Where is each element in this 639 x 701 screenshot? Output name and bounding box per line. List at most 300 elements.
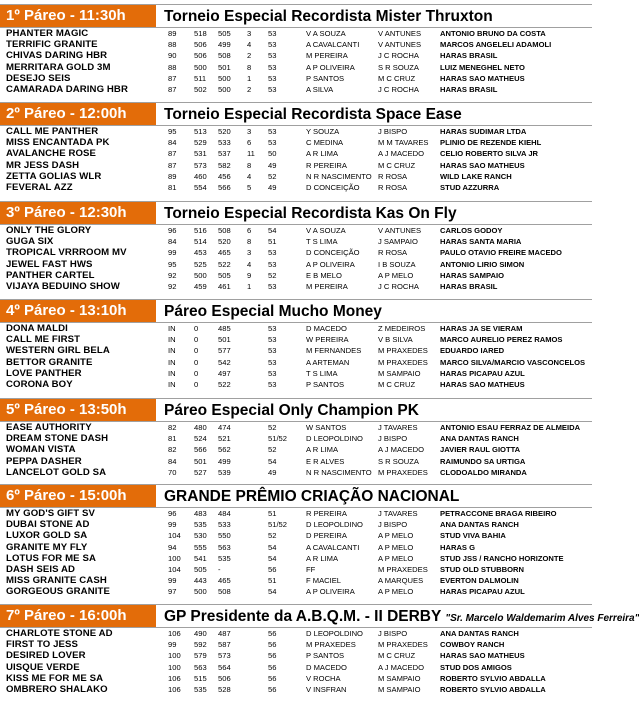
horse-name: WOMAN VISTA [6,444,76,456]
weight: 52 [268,171,277,181]
entry-row [0,259,592,270]
post: 3 [247,29,252,38]
horse-name: CHIVAS DARING HBR [6,50,108,62]
post: 1 [247,73,252,83]
stat-1: 99 [168,640,177,650]
stat-2: 518 [194,29,207,38]
jockey: M PEREIRA [306,281,348,291]
stat-2: 531 [194,149,207,159]
trainer: M PRAXEDES [378,467,428,477]
stat-2: 530 [194,531,207,541]
jockey: P SANTOS [306,651,345,661]
weight: 51 [268,237,277,247]
race-title [164,202,457,224]
horse-name: ONLY THE GLORY [6,225,92,236]
race-title-text: GP Presidente da A.B.Q.M. - II DERBY [164,608,442,625]
jockey: C MEDINA [306,138,344,148]
owner: HARAS SAMPAIO [440,270,504,280]
trainer: V ANTUNES [378,226,422,235]
owner: ANTONIO LIRIO SIMON [440,259,525,269]
jockey: N R NASCIMENTO [306,467,372,477]
horse-name: BETTOR GRANITE [6,356,93,368]
stat-3: - [218,564,221,574]
trainer: S R SOUZA [378,456,419,466]
race-block [0,604,639,695]
trainer: R ROSA [378,171,408,181]
horse-name: GUGA SIX [6,236,54,248]
owner: HARAS SUDIMAR LTDA [440,127,527,136]
horse-name: DREAM STONE DASH [6,433,109,445]
stat-2: 0 [194,357,199,367]
post: 4 [247,171,252,181]
stat-1: 94 [168,542,177,552]
jockey: A CAVALCANTI [306,40,360,50]
jockey: R PEREIRA [306,509,347,518]
owner: HARAS PICAPAU AZUL [440,368,525,378]
race-number-time: 3º Páreo - 12:30h [0,202,156,224]
trainer: J BISPO [378,127,408,136]
stat-3: 537 [218,149,231,159]
owner: ANTONIO ESAU FERRAZ DE ALMEIDA [440,423,581,432]
stat-1: 82 [168,445,177,455]
entry-row [0,281,592,292]
owner: STUD VIVA BAHIA [440,531,506,541]
owner: STUD AZZURRA [440,182,500,192]
weight: 49 [268,160,277,170]
stat-3: 522 [218,259,231,269]
horse-name: JEWEL FAST HWS [6,258,93,270]
stat-2: 524 [194,434,207,444]
stat-3: 484 [218,509,231,518]
race-number-time: 7º Páreo - 16:00h [0,605,156,627]
horse-name: DONA MALDI [6,323,68,334]
weight: 52 [268,270,277,280]
horse-name: MY GOD'S GIFT SV [6,508,95,519]
race-number-time: 5º Páreo - 13:50h [0,399,156,421]
stat-2: 505 [194,564,207,574]
race-title [164,399,419,421]
stat-1: 87 [168,160,177,170]
stat-1: IN [168,368,176,378]
stat-3: 508 [218,587,231,597]
stat-2: 515 [194,673,207,683]
owner: ANA DANTAS RANCH [440,434,519,444]
trainer: M C CRUZ [378,651,416,661]
trainer: J BISPO [378,629,408,638]
race-header [0,299,592,323]
race-title-text: Torneio Especial Recordista Mister Thruxton [164,8,493,25]
horse-name: CORONA BOY [6,378,73,390]
owner: CARLOS GODOY [440,226,503,235]
horse-name: OMBRERO SHALAKO [6,683,108,695]
race-title-text: GRANDE PRÊMIO CRIAÇÃO NACIONAL [164,488,460,505]
weight: 53 [268,248,277,258]
weight: 50 [268,149,277,159]
trainer: J C ROCHA [378,51,419,61]
owner: MARCOS ANGELELI ADAMOLI [440,40,552,50]
horse-name: GRANITE MY FLY [6,541,88,553]
trainer: J SAMPAIO [378,237,418,247]
stat-2: 0 [194,346,199,356]
race-block [0,201,592,292]
owner: HARAS SAO MATHEUS [440,160,525,170]
weight: 53 [268,281,277,291]
owner: HARAS SAO MATHEUS [440,651,525,661]
jockey: F MACIEL [306,576,342,586]
jockey: A CAVALCANTI [306,542,360,552]
race-block [0,4,592,95]
stat-1: 84 [168,456,177,466]
owner: ROBERTO SYLVIO ABDALLA [440,673,546,683]
jockey: V INSFRAN [306,684,347,694]
race-block [0,484,592,598]
stat-2: 563 [194,662,207,672]
jockey: M PRAXEDES [306,640,356,650]
trainer: M PRAXEDES [378,564,428,574]
race-number-time: 4º Páreo - 13:10h [0,300,156,322]
horse-name: TERRIFIC GRANITE [6,39,98,51]
post: 5 [247,182,252,192]
race-subtitle: "Sr. Marcelo Waldemarim Alves Ferreira" [445,613,639,624]
weight: 53 [268,29,277,38]
horse-name: VIJAYA BEDUINO SHOW [6,280,120,292]
jockey: FF [306,564,316,574]
stat-2: 529 [194,138,207,148]
stat-1: 87 [168,149,177,159]
trainer: M SAMPAIO [378,368,421,378]
entry-row [0,345,592,356]
entry-row [0,323,592,334]
horse-name: FEVERAL AZZ [6,181,73,193]
horse-name: ZETTA GOLIAS WLR [6,170,102,182]
stat-3: 562 [218,445,231,455]
stat-3: 501 [218,62,231,72]
entry-row [0,553,592,564]
stat-2: 502 [194,84,207,94]
owner: STUD DOS AMIGOS [440,662,512,672]
stat-3: 505 [218,29,231,38]
weight: 53 [268,73,277,83]
entry-row [0,73,592,84]
weight: 54 [268,542,277,552]
trainer: M C CRUZ [378,160,416,170]
stat-1: 104 [168,531,181,541]
trainer: M PRAXEDES [378,357,428,367]
weight: 53 [268,40,277,50]
stat-1: IN [168,335,176,345]
jockey: D CONCEIÇÃO [306,182,360,192]
stat-1: 90 [168,51,177,61]
stat-2: 459 [194,281,207,291]
entry-row [0,62,592,73]
weight: 56 [268,629,277,638]
stat-1: IN [168,357,176,367]
weight: 56 [268,564,277,574]
jockey: D PEREIRA [306,531,347,541]
owner: CELIO ROBERTO SILVA JR [440,149,539,159]
owner: JAVIER RAUL GIOTTA [440,445,521,455]
entry-row [0,519,592,530]
entry-row [0,542,592,553]
race-title [164,605,639,627]
entry-row [0,684,592,695]
entry-row [0,236,592,247]
entry-row [0,137,592,148]
entry-row [0,530,592,541]
stat-2: 0 [194,335,199,345]
entry-row [0,379,592,390]
owner: COWBOY RANCH [440,640,505,650]
stat-2: 541 [194,553,207,563]
trainer: A MARQUES [378,576,424,586]
stat-3: 582 [218,160,231,170]
entry-row [0,586,592,597]
entry-row [0,628,592,639]
horse-name: DESIRED LOVER [6,650,86,662]
stat-1: 88 [168,62,177,72]
race-header [0,484,592,508]
entry-row [0,444,592,455]
weight: 56 [268,673,277,683]
weight: 53 [268,62,277,72]
horse-name: DESEJO SEIS [6,72,71,84]
stat-2: 554 [194,182,207,192]
stat-1: IN [168,324,176,333]
race-title [164,300,382,322]
jockey: R PEREIRA [306,160,347,170]
trainer: R ROSA [378,248,408,258]
owner: HARAS BRASIL [440,51,498,61]
stat-2: 483 [194,509,207,518]
entry-row [0,508,592,519]
post: 3 [247,248,252,258]
stat-2: 525 [194,259,207,269]
stat-3: 465 [218,576,231,586]
stat-3: 497 [218,368,231,378]
race-header [0,604,639,628]
entry-row [0,171,592,182]
horse-name: LOTUS FOR ME SA [6,552,96,564]
weight: 54 [268,587,277,597]
owner: MARCO SILVA/MARCIO VASCONCELOS [440,357,586,367]
jockey: W SANTOS [306,423,347,432]
stat-1: 88 [168,40,177,50]
jockey: M PEREIRA [306,51,348,61]
stat-1: 81 [168,434,177,444]
stat-1: 89 [168,29,177,38]
stat-1: 92 [168,281,177,291]
stat-3: 500 [218,84,231,94]
trainer: S R SOUZA [378,62,419,72]
stat-3: 505 [218,270,231,280]
horse-name: LANCELOT GOLD SA [6,466,107,478]
entry-row [0,467,592,478]
stat-3: 461 [218,281,231,291]
weight: 52 [268,445,277,455]
jockey: E B MELO [306,270,342,280]
weight: 54 [268,226,277,235]
post: 2 [247,84,252,94]
race-block [0,102,592,193]
trainer: V ANTUNES [378,40,422,50]
owner: PAULO OTAVIO FREIRE MACEDO [440,248,562,258]
stat-2: 480 [194,423,207,432]
owner: HARAS BRASIL [440,281,498,291]
trainer: V B SILVA [378,335,413,345]
trainer: Z MEDEIROS [378,324,426,333]
entry-row [0,28,592,39]
weight: 52 [268,531,277,541]
weight: 53 [268,138,277,148]
weight: 56 [268,684,277,694]
stat-1: 92 [168,270,177,280]
trainer: J C ROCHA [378,281,419,291]
horse-name: CAMARADA DARING HBR [6,83,128,95]
entry-row [0,247,592,258]
owner: HARAS BRASIL [440,84,498,94]
weight: 54 [268,456,277,466]
race-title-text: Páreo Especial Only Champion PK [164,402,419,419]
horse-name: CHARLOTE STONE AD [6,628,113,639]
entry-row [0,650,592,661]
race-number-time: 6º Páreo - 15:00h [0,485,156,507]
trainer: J C ROCHA [378,84,419,94]
race-title [164,103,462,125]
race-header [0,398,592,422]
trainer: M SAMPAIO [378,673,421,683]
entry-row [0,673,592,684]
trainer: J BISPO [378,520,408,530]
horse-name: WESTERN GIRL BELA [6,345,110,357]
race-title [164,485,459,507]
race-number-time: 1º Páreo - 11:30h [0,5,156,27]
jockey: V ROCHA [306,673,341,683]
stat-3: 520 [218,237,231,247]
stat-1: 106 [168,673,181,683]
race-title [164,5,493,27]
horse-name: KISS ME FOR ME SA [6,672,104,684]
entry-row [0,270,592,281]
stat-1: 89 [168,171,177,181]
weight: 49 [268,467,277,477]
stat-1: 99 [168,520,177,530]
horse-name: PEPPA DASHER [6,455,82,467]
owner: ROBERTO SYLVIO ABDALLA [440,684,546,694]
stat-2: 535 [194,520,207,530]
trainer: J BISPO [378,434,408,444]
weight: 53 [268,357,277,367]
stat-3: 535 [218,553,231,563]
jockey: A P OLIVEIRA [306,259,355,269]
stat-3: 550 [218,531,231,541]
stat-2: 592 [194,640,207,650]
jockey: W PEREIRA [306,335,349,345]
weight: 53 [268,324,277,333]
trainer: M PRAXEDES [378,640,428,650]
stat-2: 0 [194,324,199,333]
owner: MARCO AURELIO PEREZ RAMOS [440,335,563,345]
trainer: J TAVARES [378,509,418,518]
stat-3: 577 [218,346,231,356]
entry-row [0,160,592,171]
stat-1: 84 [168,237,177,247]
stat-2: 573 [194,160,207,170]
horse-name: LUXOR GOLD SA [6,530,88,542]
stat-1: 82 [168,423,177,432]
race-header [0,201,592,225]
trainer: I B SOUZA [378,259,416,269]
jockey: P SANTOS [306,73,345,83]
trainer: A J MACEDO [378,149,424,159]
owner: EDUARDO IARED [440,346,505,356]
weight: 56 [268,662,277,672]
post: 6 [247,226,252,235]
jockey: A R LIMA [306,553,339,563]
stat-1: 96 [168,509,177,518]
weight: 49 [268,182,277,192]
stat-1: 99 [168,576,177,586]
trainer: M PRAXEDES [378,346,428,356]
stat-2: 516 [194,226,207,235]
entry-row [0,126,592,137]
stat-3: 508 [218,226,231,235]
trainer: M SAMPAIO [378,684,421,694]
stat-2: 513 [194,127,207,136]
stat-3: 566 [218,182,231,192]
race-title-text: Torneio Especial Recordista Kas On Fly [164,205,457,222]
entry-row [0,639,592,650]
owner: HARAS PICAPAU AZUL [440,587,525,597]
horse-name: DUBAI STONE AD [6,519,90,531]
stat-3: 508 [218,51,231,61]
stat-3: 521 [218,434,231,444]
weight: 51/52 [268,434,288,444]
owner: HARAS JA SE VIERAM [440,324,523,333]
post: 8 [247,237,252,247]
entry-row [0,357,592,368]
owner: HARAS G [440,542,476,552]
jockey: D MACEDO [306,324,347,333]
race-block [0,299,592,390]
trainer: M C CRUZ [378,73,416,83]
race-header [0,102,592,126]
weight: 53 [268,346,277,356]
jockey: D LEOPOLDINO [306,629,363,638]
jockey: E R ALVES [306,456,345,466]
trainer: A P MELO [378,587,414,597]
jockey: D LEOPOLDINO [306,434,363,444]
stat-3: 465 [218,248,231,258]
horse-name: DASH SEIS AD [6,563,76,575]
weight: 53 [268,368,277,378]
stat-1: 106 [168,684,181,694]
post: 11 [247,149,255,159]
weight: 51 [268,576,277,586]
owner: ANA DANTAS RANCH [440,520,519,530]
post: 9 [247,270,252,280]
stat-1: 96 [168,226,177,235]
entry-row [0,575,592,586]
weight: 53 [268,259,277,269]
stat-2: 514 [194,237,207,247]
horse-name: FIRST TO JESS [6,639,79,651]
race-block [0,398,592,478]
trainer: J TAVARES [378,423,418,432]
jockey: V A SOUZA [306,29,346,38]
entry-row [0,148,592,159]
stat-3: 499 [218,456,231,466]
entry-row [0,456,592,467]
